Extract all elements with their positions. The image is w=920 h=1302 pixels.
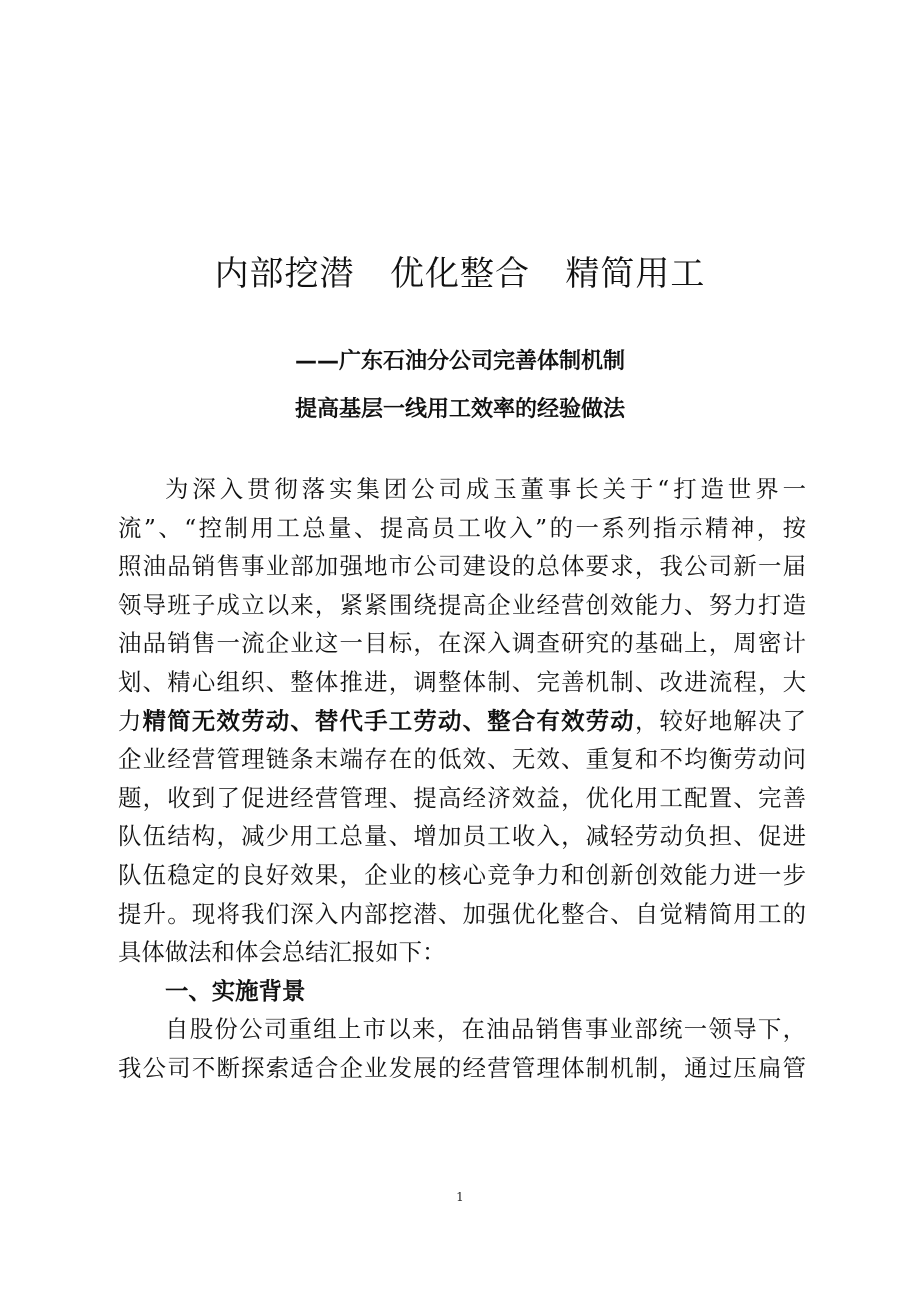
paragraph-1-line: 队伍稳定的良好效果，企业的核心竞争力和创新创效能力进一步 [118, 860, 806, 889]
paragraph-1-line: 划、精心组织、整体推进，调整体制、完善机制、改进流程，大 [118, 667, 806, 696]
paragraph-1-line: 队伍结构，减少用工总量、增加员工收入，减轻劳动负担、促进 [118, 822, 806, 851]
text-run: ，较好地解决了 [634, 706, 807, 735]
subtitle-line-1: ——广东石油分公司完善体制机制 [294, 349, 625, 374]
body-text [118, 470, 806, 1088]
paragraph-2-line: 我公司不断探索适合企业发展的经营管理体制机制，通过压扁管 [118, 1053, 806, 1082]
text-run: 力 [118, 706, 143, 735]
paragraph-1-line: 照油品销售事业部加强地市公司建设的总体要求，我公司新一届 [118, 552, 806, 581]
subtitle-line-2: 提高基层一线用工效率的经验做法 [294, 397, 625, 422]
section-heading: 一、实施背景 [165, 976, 306, 1005]
paragraph-1-line: 流”、“控制用工总量、提高员工收入”的一系列指示精神，按 [118, 513, 806, 542]
paragraph-1-line: 提升。现将我们深入内部挖潜、加强优化整合、自觉精简用工的 [118, 899, 806, 928]
paragraph-1-line: 具体做法和体会总结汇报如下： [118, 938, 446, 967]
document-title: 内部挖潜 优化整合 精简用工 [214, 254, 706, 294]
paragraph-1-line: 企业经营管理链条末端存在的低效、无效、重复和不均衡劳动问 [118, 745, 806, 774]
paragraph-1-line: 为深入贯彻落实集团公司成玉董事长关于“打造世界一 [165, 475, 806, 503]
paragraph-1-line: 领导班子成立以来，紧紧围绕提高企业经营创效能力、努力打造 [118, 590, 806, 619]
paragraph-2-line: 自股份公司重组上市以来，在油品销售事业部统一领导下， [165, 1015, 806, 1044]
paragraph-1-line: 油品销售一流企业这一目标，在深入调查研究的基础上，周密计 [118, 629, 806, 658]
page-number: 1 [456, 1190, 464, 1204]
paragraph-1-line: 题，收到了促进经营管理、提高经济效益，优化用工配置、完善 [118, 783, 806, 812]
bold-emphasis: 精简无效劳动、替代手工劳动、整合有效劳动 [142, 706, 635, 735]
paragraph-1-line-mixed [118, 702, 806, 741]
